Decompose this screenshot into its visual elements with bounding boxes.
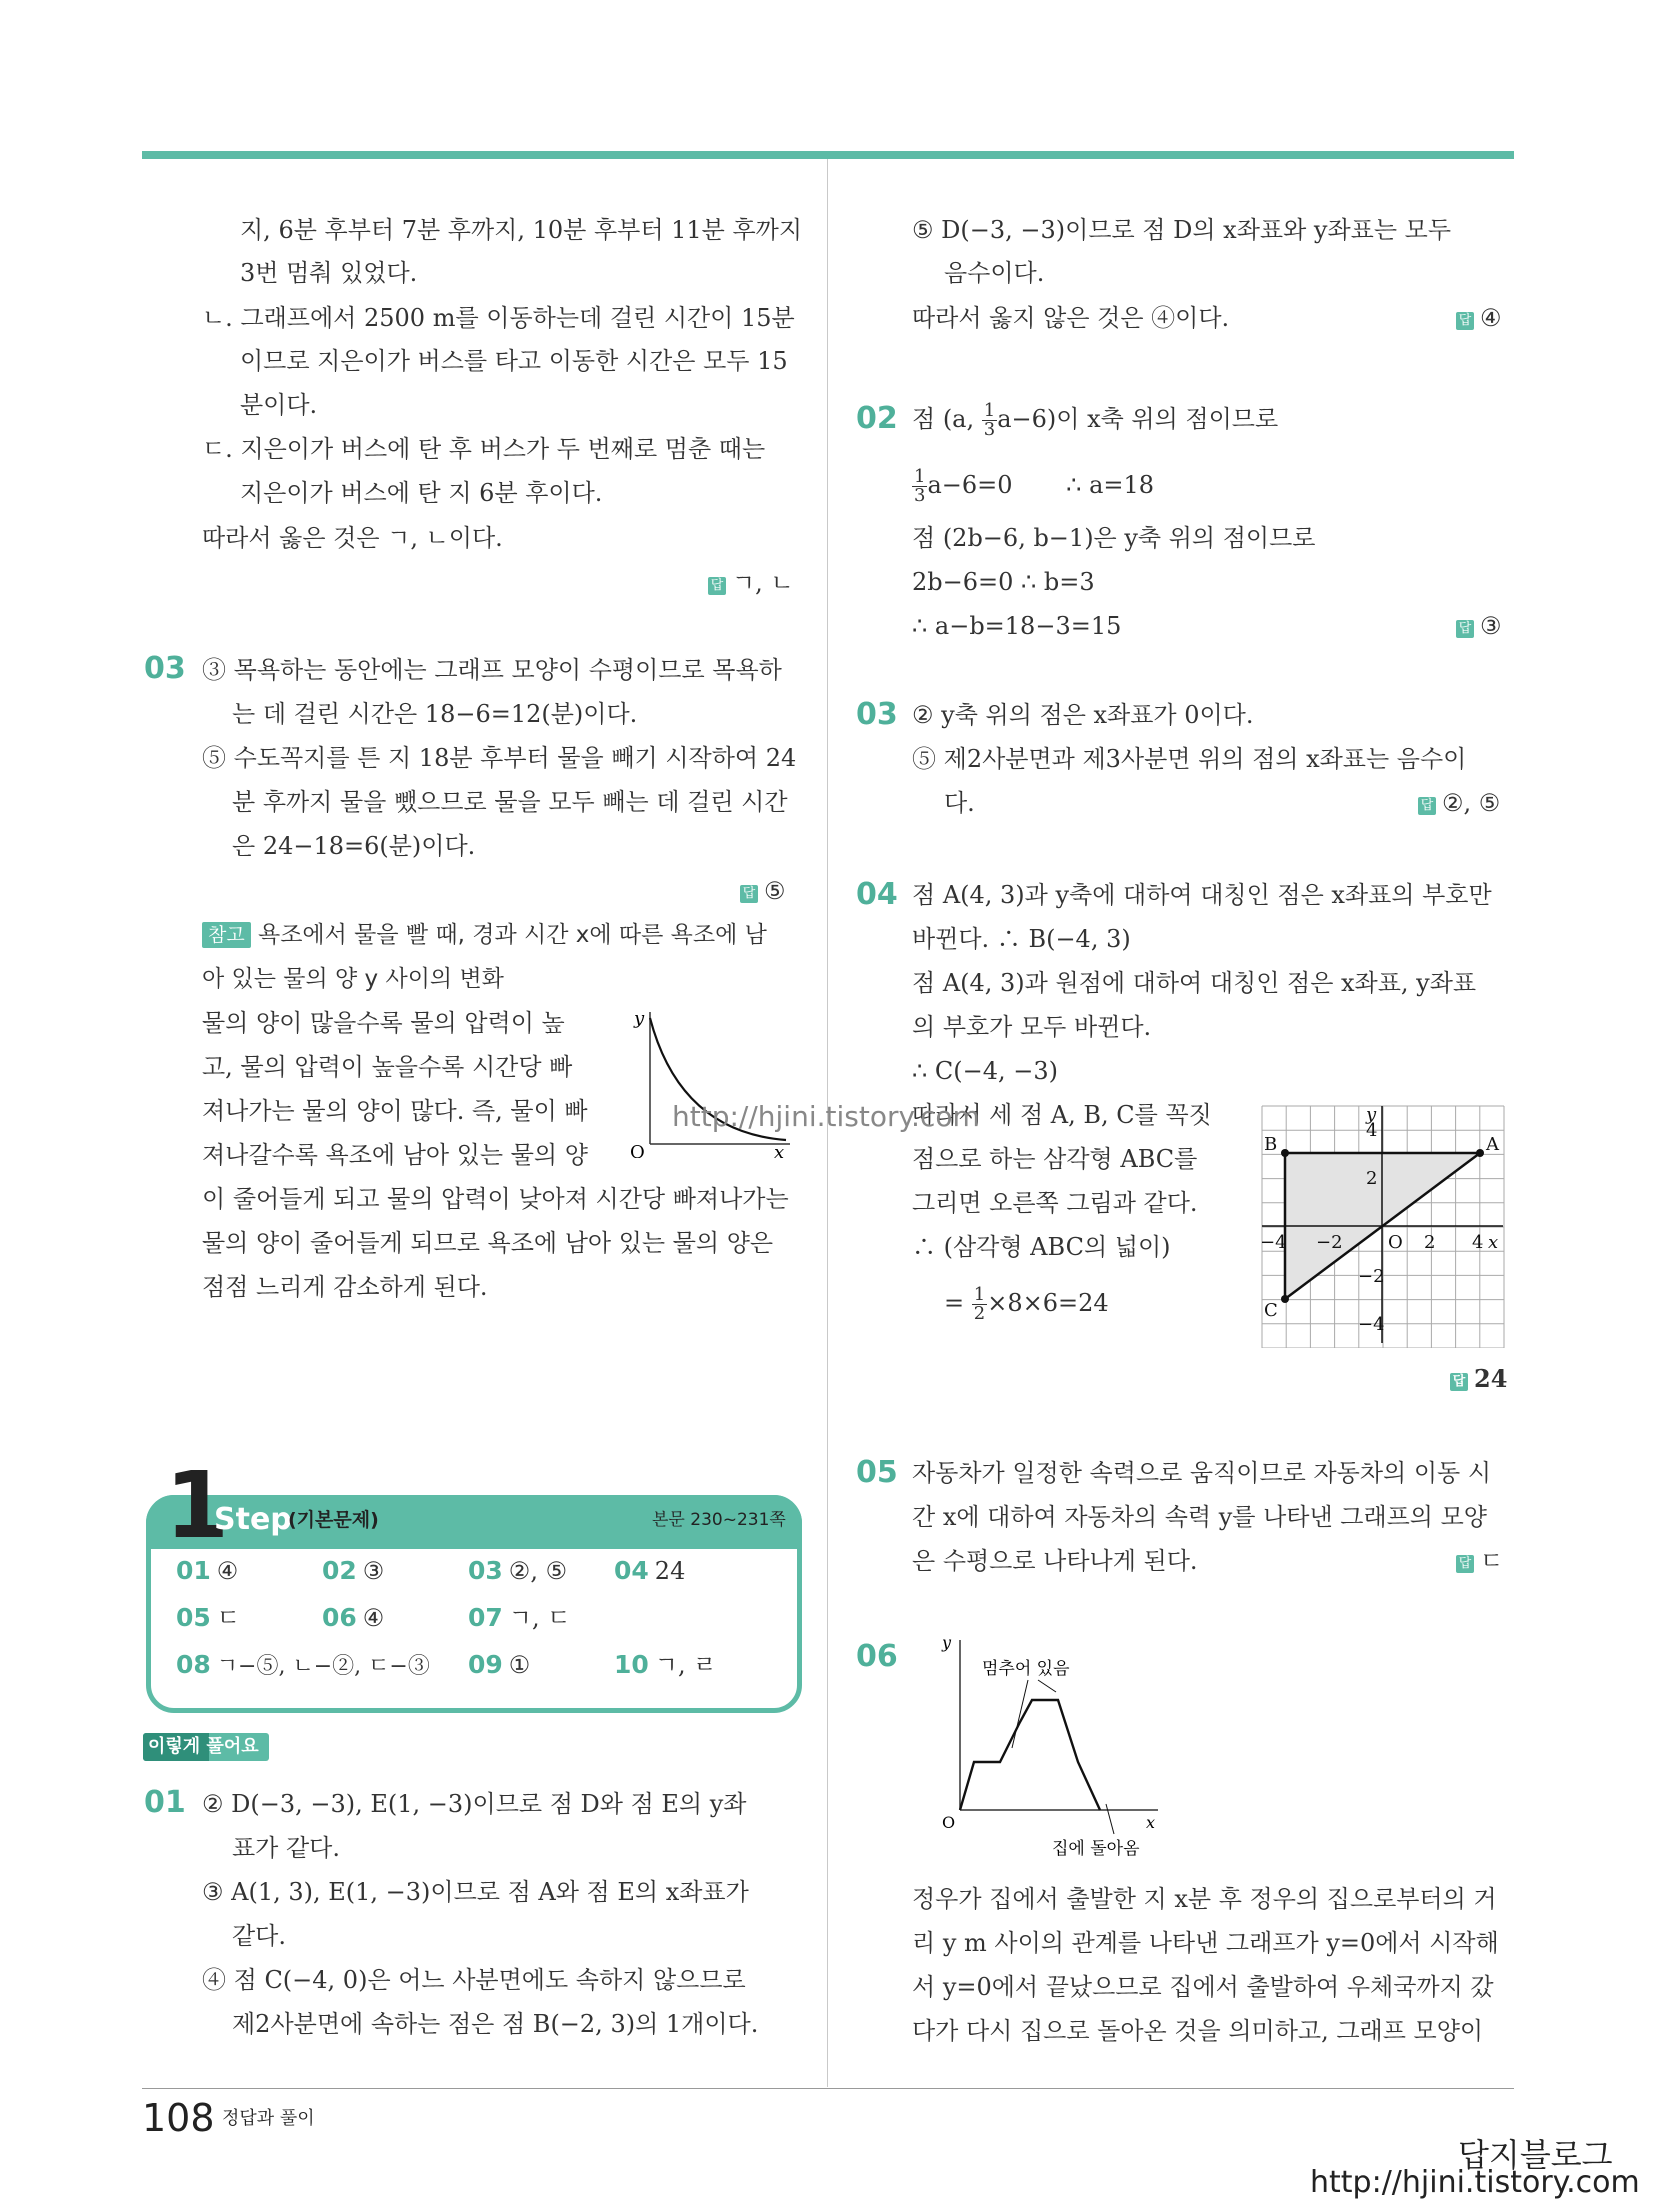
top-rule	[142, 151, 1514, 159]
answer-number: 05	[176, 1603, 211, 1632]
right-text-line: 은 수평으로 나타나게 된다.	[912, 1547, 1198, 1575]
left-text-line: 는 데 걸린 시간은 18−6=12(분)이다.	[232, 700, 638, 728]
answer-value: ㄷ	[216, 1604, 240, 1632]
fraction-denominator: 2	[973, 1303, 986, 1324]
answer-value: ③	[1480, 612, 1502, 640]
right-text-line: 다가 다시 집으로 돌아온 것을 의미하고, 그래프 모양이	[912, 2017, 1484, 2045]
answer-mark	[1418, 788, 1500, 818]
return-home-annotation: 집에 돌아옴	[1052, 1839, 1140, 1859]
left-text-line: ③ A(1, 3), E(1, −3)이므로 점 A와 점 E의 x좌표가	[202, 1878, 749, 1906]
x-tick-label: 4	[1472, 1232, 1484, 1253]
answer-number: 03	[468, 1556, 503, 1585]
right-text-line: ⑤ D(−3, −3)이므로 점 D의 x좌표와 y좌표는 모두	[912, 216, 1452, 244]
y-tick-label: 4	[1366, 1120, 1378, 1141]
y-tick-label: −2	[1358, 1266, 1385, 1287]
left-text-line: 지은이가 버스에 탄 지 6분 후이다.	[240, 479, 603, 507]
left-text-line: 이므로 지은이가 버스를 타고 이동한 시간은 모두 15	[240, 347, 788, 375]
right-text-line: 점 (2b−6, b−1)은 y축 위의 점이므로	[912, 524, 1316, 552]
x-tick-label: −2	[1316, 1232, 1343, 1253]
reference-line: 물의 양이 많을수록 물의 압력이 높	[202, 1009, 565, 1037]
step-answer	[468, 1650, 530, 1680]
page-number: 108	[142, 2096, 215, 2140]
stopped-annotation: 멈추어 있음	[982, 1659, 1070, 1679]
right-text-line	[944, 1286, 1109, 1323]
y-tick-label: 2	[1366, 1168, 1378, 1189]
answer-mark	[1456, 303, 1502, 333]
point-b	[1281, 1149, 1289, 1157]
left-text-line: 지, 6분 후부터 7분 후까지, 10분 후부터 11분 후까지	[240, 216, 803, 244]
answer-icon: 답	[1456, 312, 1474, 330]
right-text-line: 그리면 오른쪽 그림과 같다.	[912, 1189, 1198, 1217]
step-answer	[176, 1650, 430, 1682]
math-text: =	[944, 1289, 965, 1317]
right-text-line	[912, 402, 1278, 439]
answer-number: 04	[614, 1556, 649, 1585]
answer-value: ②, ⑤	[508, 1557, 568, 1585]
answer-number: 07	[468, 1603, 503, 1632]
left-text-line: 분이다.	[240, 391, 318, 419]
left-text-line: 같다.	[232, 1922, 286, 1950]
right-text-line: 점 A(4, 3)과 y축에 대하여 대칭인 점은 x좌표의 부호만	[912, 881, 1492, 909]
reference-line: 점점 느리게 감소하게 된다.	[202, 1273, 488, 1301]
answer-mark	[740, 876, 786, 906]
step-number: 1	[165, 1452, 230, 1559]
step-answer	[468, 1556, 567, 1586]
answer-icon: 답	[1456, 620, 1474, 638]
answer-value: ㄱ, ㄷ	[508, 1604, 571, 1632]
answer-icon: 답	[708, 577, 726, 595]
fraction	[972, 1286, 987, 1323]
reference-line: 물의 양이 줄어들게 되므로 욕조에 남아 있는 물의 양은	[202, 1229, 774, 1257]
reference-line: 욕조에서 물을 빨 때, 경과 시간 x에 따른 욕조에 남	[258, 922, 767, 948]
fraction	[982, 402, 997, 439]
answer-value: 24	[1474, 1364, 1508, 1393]
step-page-ref: 본문 230~231쪽	[652, 1510, 786, 1530]
home-pointer	[1106, 1804, 1114, 1834]
origin-label: O	[630, 1142, 645, 1158]
right-text-line: 음수이다.	[944, 259, 1045, 287]
y-tick-label: −4	[1358, 1314, 1385, 1335]
question-number: 05	[856, 1455, 898, 1490]
y-axis-label: y	[634, 1008, 645, 1029]
right-text-line: ⑤ 제2사분면과 제3사분면 위의 점의 x좌표는 음수이	[912, 745, 1467, 773]
answer-icon: 답	[1418, 797, 1436, 815]
label-a: A	[1486, 1134, 1499, 1155]
step-answer	[468, 1603, 570, 1633]
right-text-line: 서 y=0에서 끝났으므로 집에서 출발하여 우체국까지 갔	[912, 1973, 1494, 2001]
math-text: a−6=0	[927, 471, 1013, 499]
reference-line: 고, 물의 압력이 높을수록 시간당 빠	[202, 1053, 573, 1081]
right-text-line: 따라서 옳지 않은 것은 ④이다.	[912, 304, 1230, 332]
watermark-url: http://hjini.tistory.com	[1310, 2165, 1640, 2200]
origin-label: O	[942, 1813, 956, 1832]
right-text-line: 점으로 하는 삼각형 ABC를	[912, 1145, 1198, 1173]
reference-line: 아 있는 물의 양 y 사이의 변화	[202, 966, 504, 992]
left-text-line: ④ 점 C(−4, 0)은 어느 사분면에도 속하지 않으므로	[202, 1966, 746, 1994]
question-number: 04	[856, 877, 898, 912]
left-text-line: 제2사분면에 속하는 점은 점 B(−2, 3)의 1개이다.	[232, 2010, 759, 2038]
right-text-line: ∴ (삼각형 ABC의 넓이)	[912, 1233, 1171, 1261]
answer-value: ④	[362, 1604, 385, 1632]
left-text-line: ⑤ 수도꼭지를 튼 지 18분 후부터 물을 빼기 시작하여 24	[202, 744, 797, 772]
fraction-numerator: 1	[914, 466, 926, 487]
left-text-line: ㄷ. 지은이가 버스에 탄 후 버스가 두 번째로 멈춘 때는	[202, 435, 766, 463]
answer-icon: 답	[1450, 1373, 1468, 1391]
fraction-numerator: 1	[973, 1284, 986, 1305]
answer-number: 08	[176, 1650, 211, 1679]
question-number: 03	[144, 651, 186, 686]
fraction-denominator: 3	[914, 485, 926, 506]
right-text-line: 자동차가 일정한 속력으로 움직이므로 자동차의 이동 시	[912, 1459, 1492, 1487]
step-answer	[614, 1556, 685, 1586]
right-text-line: 간 x에 대하여 자동차의 속력 y를 나타낸 그래프의 모양	[912, 1503, 1487, 1531]
reference-line: 져나가는 물의 양이 많다. 즉, 물이 빠	[202, 1097, 588, 1125]
answer-mark	[1456, 1546, 1503, 1576]
answer-number: 10	[614, 1650, 649, 1679]
page-label: 정답과 풀이	[222, 2108, 315, 2129]
answer-mark	[1456, 611, 1502, 641]
left-text-line: ② D(−3, −3), E(1, −3)이므로 점 D와 점 E의 y좌	[202, 1790, 747, 1818]
x-axis-label: x	[1488, 1232, 1499, 1253]
watermark-center: http://hjini.tistory.com	[672, 1100, 980, 1133]
answer-value: ①	[508, 1651, 531, 1679]
right-text-line: 리 y m 사이의 관계를 나타낸 그래프가 y=0에서 시작해	[912, 1929, 1499, 1957]
answer-mark	[708, 568, 794, 598]
left-text-line: 분 후까지 물을 뺐으므로 물을 모두 빼는 데 걸린 시간	[232, 788, 788, 816]
left-text-line: 3번 멈춰 있었다.	[240, 259, 418, 287]
step-answer	[322, 1556, 384, 1586]
right-text-line: ∴ C(−4, −3)	[912, 1057, 1059, 1085]
origin-label: O	[1388, 1232, 1403, 1253]
right-text-line: 2b−6=0 ∴ b=3	[912, 568, 1095, 596]
answer-value: ㄱ−⑤, ㄴ−②, ㄷ−③	[216, 1654, 430, 1679]
left-text-line: 따라서 옳은 것은 ㄱ, ㄴ이다.	[202, 524, 503, 552]
fraction-denominator: 3	[983, 419, 996, 440]
answer-icon: 답	[740, 885, 758, 903]
label-c: C	[1264, 1300, 1278, 1321]
answer-mark	[1450, 1364, 1507, 1394]
right-text-line: 바뀐다. ∴ B(−4, 3)	[912, 925, 1131, 953]
left-text-line: 표가 같다.	[232, 1834, 340, 1862]
fraction-numerator: 1	[983, 400, 996, 421]
x-axis-label: x	[1146, 1813, 1156, 1832]
stop-pointer	[1038, 1680, 1056, 1692]
math-text: a−6)이 x축 위의 점이므로	[997, 405, 1279, 433]
step-title: Step	[214, 1502, 292, 1537]
step-answer	[176, 1603, 240, 1633]
answer-value: ⑤	[764, 877, 786, 905]
step-answer	[614, 1650, 716, 1680]
answer-value: ㄷ	[1480, 1547, 1504, 1575]
math-text: ×8×6=24	[987, 1289, 1109, 1317]
question-number: 01	[144, 1785, 186, 1820]
question-number: 02	[856, 401, 898, 436]
bottom-rule	[142, 2088, 1514, 2089]
answer-number: 02	[322, 1556, 357, 1585]
step-answer	[322, 1603, 384, 1633]
answer-value: ③	[362, 1557, 385, 1585]
answer-icon: 답	[1456, 1555, 1474, 1573]
answer-number: 06	[322, 1603, 357, 1632]
answer-value: 24	[654, 1557, 686, 1585]
trip-path	[960, 1700, 1100, 1810]
distance-time-graph	[928, 1630, 1178, 1866]
reference-line: 져나갈수록 욕조에 남아 있는 물의 양	[202, 1141, 588, 1169]
x-tick-label: −4	[1260, 1232, 1287, 1253]
answer-value: ④	[1480, 304, 1502, 332]
math-text: 점 (a,	[912, 405, 975, 433]
coordinate-grid-figure	[1258, 1102, 1508, 1348]
point-c	[1281, 1295, 1289, 1303]
reference-badge: 참고	[202, 922, 251, 948]
y-axis-label: y	[942, 1633, 952, 1652]
right-text-line: 점 A(4, 3)과 원점에 대하여 대칭인 점은 x좌표, y좌표	[912, 969, 1477, 997]
right-text-line	[912, 468, 1154, 505]
left-text-line: 은 24−18=6(분)이다.	[232, 832, 476, 860]
solve-badge-label: 이렇게 풀어요	[148, 1736, 259, 1757]
x-tick-label: 2	[1424, 1232, 1436, 1253]
answer-number: 01	[176, 1556, 211, 1585]
answer-value: ④	[216, 1557, 239, 1585]
question-number: 03	[856, 697, 898, 732]
right-text-line: 다.	[944, 789, 975, 817]
x-axis-label: x	[774, 1142, 785, 1158]
point-a	[1476, 1149, 1484, 1157]
left-text-line: ③ 목욕하는 동안에는 그래프 모양이 수평이므로 목욕하	[202, 656, 782, 684]
reference-line: 이 줄어들게 되고 물의 압력이 낮아져 시간당 빠져나가는	[202, 1185, 789, 1213]
drain-curve-graph	[618, 1006, 796, 1158]
right-text-line: ② y축 위의 점은 x좌표가 0이다.	[912, 701, 1254, 729]
watermark-blog: 답지블로그	[1458, 2136, 1613, 2174]
fraction	[912, 468, 927, 505]
answer-value: ②, ⑤	[1442, 789, 1501, 817]
right-text-line: 정우가 집에서 출발한 지 x분 후 정우의 집으로부터의 거	[912, 1885, 1497, 1913]
left-text-line: ㄴ. 그래프에서 2500 m를 이동하는데 걸린 시간이 15분	[202, 304, 795, 332]
step-subtitle: (기본문제)	[288, 1509, 379, 1531]
label-b: B	[1264, 1134, 1278, 1155]
right-text-line: 의 부호가 모두 바뀐다.	[912, 1013, 1152, 1041]
answer-number: 09	[468, 1650, 503, 1679]
y-axis-label: y	[1366, 1104, 1377, 1125]
math-text: ∴ a=18	[1066, 471, 1155, 499]
answer-value: ㄱ, ㄹ	[654, 1651, 717, 1679]
right-text-line: 따라서 세 점 A, B, C를 꼭짓	[912, 1101, 1212, 1129]
question-number: 06	[856, 1639, 898, 1674]
answer-value: ㄱ, ㄴ	[732, 569, 794, 597]
right-text-line: ∴ a−b=18−3=15	[912, 612, 1122, 640]
step-answer	[176, 1556, 238, 1586]
